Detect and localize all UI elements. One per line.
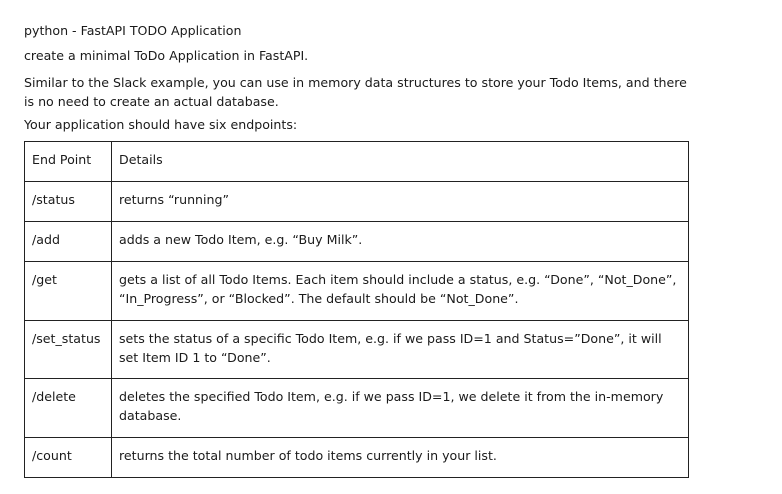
header-details: Details (112, 142, 689, 182)
header-endpoint: End Point (25, 142, 112, 182)
details-cell: returns “running” (112, 182, 689, 222)
endpoints-table (24, 141, 689, 478)
details-cell: adds a new Todo Item, e.g. “Buy Milk”. (112, 222, 689, 262)
table-row (25, 321, 689, 379)
details-cell: returns the total number of todo items currently in your list. (112, 438, 689, 478)
endpoint-cell: /get (25, 262, 112, 321)
endpoint-cell: /add (25, 222, 112, 262)
table-row (25, 379, 689, 438)
intro-text: create a minimal ToDo Application in FastAPI. (24, 48, 309, 63)
page-title: python - FastAPI TODO Application (24, 23, 242, 38)
table-row (25, 222, 689, 262)
table-row (25, 262, 689, 321)
description-text: Similar to the Slack example, you can use in memory data structures to store your Todo Items, and there is no need to create an actual database. (24, 75, 687, 109)
endpoint-cell: /delete (25, 379, 112, 438)
endpoint-cell: /status (25, 182, 112, 222)
details-cell: sets the status of a specific Todo Item, e.g. if we pass ID=1 and Status=”Done”, it will set Item ID 1 to “Done”. (112, 321, 689, 379)
endpoint-cell: /count (25, 438, 112, 478)
table-header-row (25, 142, 689, 182)
details-cell: gets a list of all Todo Items. Each item should include a status, e.g. “Done”, “Not_Done”, “In_Progress”, or “Blocked”. The default should be “Not_Done”. (112, 262, 689, 321)
table-row (25, 182, 689, 222)
details-cell: deletes the specified Todo Item, e.g. if we pass ID=1, we delete it from the in-memory database. (112, 379, 689, 438)
table-row (25, 438, 689, 478)
endpoint-cell: /set_status (25, 321, 112, 379)
endpoints-intro: Your application should have six endpoints: (24, 117, 298, 132)
